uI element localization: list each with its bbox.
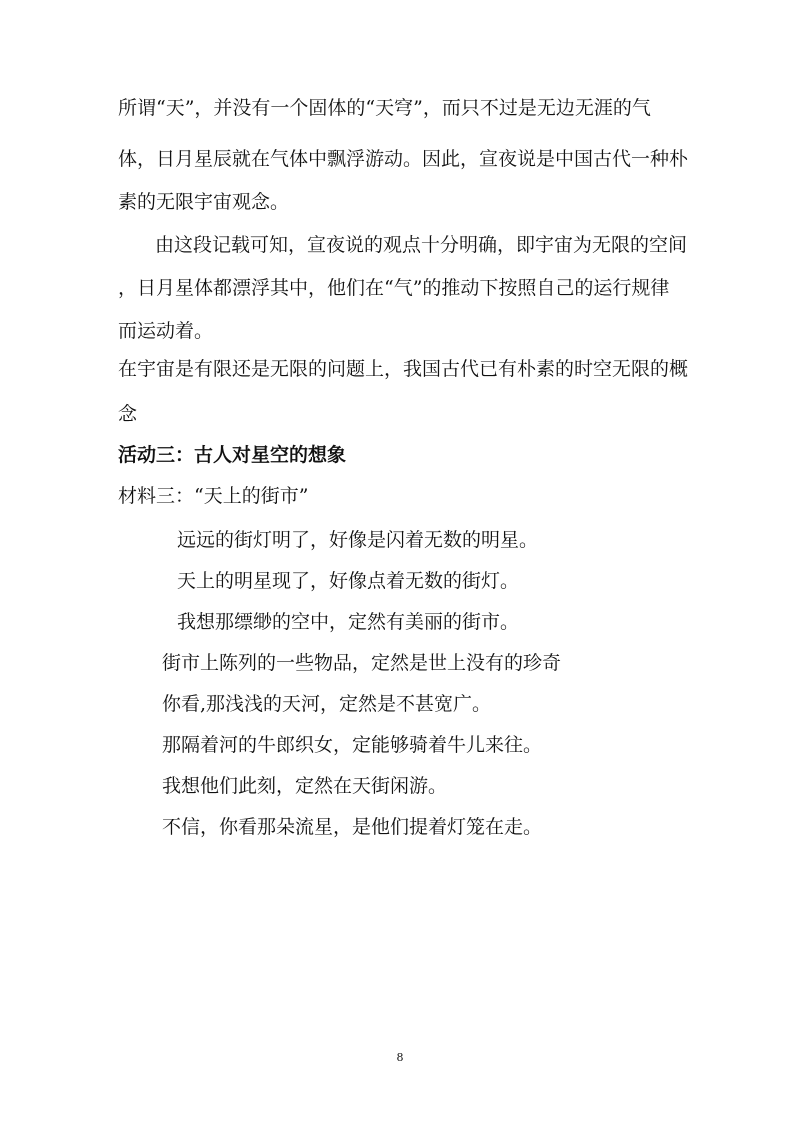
poem-line-8: 不信，你看那朵流星，是他们提着灯笼在走。 <box>162 816 543 838</box>
paragraph-2-line-2: ，日月星体都漂浮其中，他们在“气”的推动下按照自己的运行规律 <box>118 277 670 299</box>
paragraph-2-line-1: 由这段记载可知，宣夜说的观点十分明确，即宇宙为无限的空间 <box>155 234 688 256</box>
material-title: 材料三：“天上的街市” <box>118 485 309 507</box>
poem-line-5: 你看,那浅浅的天河，定然是不甚宽广。 <box>162 693 492 715</box>
paragraph-3-line-1: 在宇宙是有限还是无限的问题上，我国古代已有朴素的时空无限的概 <box>118 358 689 380</box>
poem-line-2: 天上的明星现了，好像点着无数的街灯。 <box>177 570 520 592</box>
poem-line-4: 街市上陈列的一些物品，定然是世上没有的珍奇 <box>162 652 562 674</box>
paragraph-2-line-3: 而运动着。 <box>118 320 214 342</box>
paragraph-1-line-1: 所谓“天”，并没有一个固体的“天穹”，而只不过是无边无涯的气 <box>118 97 651 119</box>
poem-line-7: 我想他们此刻，定然在天街闲游。 <box>162 775 448 797</box>
poem-line-3: 我想那缥缈的空中，定然有美丽的街市。 <box>177 611 520 633</box>
paragraph-3-line-2: 念 <box>118 403 138 425</box>
poem-line-6: 那隔着河的牛郎织女，定能够骑着牛儿来往。 <box>162 734 543 756</box>
activity-heading: 活动三：古人对星空的想象 <box>118 444 347 466</box>
paragraph-1-line-3: 素的无限宇宙观念。 <box>118 191 290 213</box>
page-number: 8 <box>396 1051 404 1064</box>
paragraph-1-line-2: 体，日月星辰就在气体中飘浮游动。因此，宣夜说是中国古代一种朴 <box>118 148 689 170</box>
poem-line-1: 远远的街灯明了，好像是闪着无数的明星。 <box>177 529 539 551</box>
